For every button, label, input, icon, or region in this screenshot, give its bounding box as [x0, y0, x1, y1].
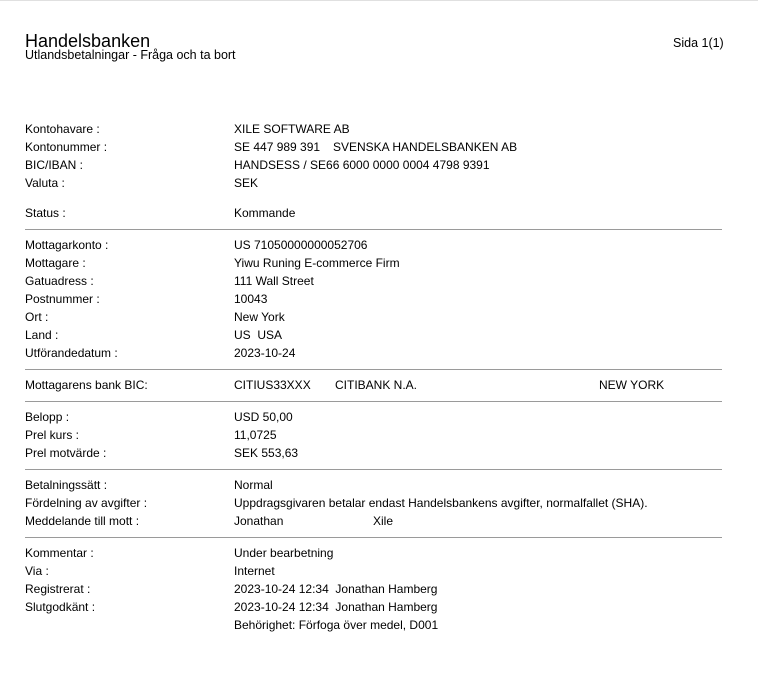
- account-section: [25, 120, 722, 192]
- execution-date-label: Utförandedatum :: [25, 346, 118, 360]
- recipient-section: [25, 236, 722, 362]
- account-owner-label: Kontohavare :: [25, 122, 100, 136]
- divider: [25, 401, 722, 402]
- payment-section: [25, 476, 722, 530]
- payment-method-label: Betalningssätt :: [25, 478, 108, 492]
- rate-value: 11,0725: [234, 428, 277, 442]
- payment-method-value: Normal: [234, 478, 273, 492]
- account-number-row: [25, 138, 722, 156]
- payment-method-row: [25, 476, 722, 494]
- approved-label: Slutgodkänt :: [25, 600, 96, 614]
- counter-value-row: [25, 444, 722, 462]
- recipient-street-value: 111 Wall Street: [234, 274, 314, 288]
- recipient-street-label: Gatuadress :: [25, 274, 94, 288]
- message-label: Meddelande till mott :: [25, 514, 140, 528]
- recipient-bank-label: Mottagarens bank BIC:: [25, 378, 148, 392]
- recipient-city-label: Ort :: [25, 310, 49, 324]
- recipient-street-row: [25, 272, 722, 290]
- currency-row: [25, 174, 722, 192]
- fee-distribution-row: [25, 494, 722, 512]
- registered-label: Registrerat :: [25, 582, 91, 596]
- recipient-zip-label: Postnummer :: [25, 292, 100, 306]
- recipient-zip-value: 10043: [234, 292, 268, 306]
- amount-label: Belopp :: [25, 410, 70, 424]
- recipient-city-value: New York: [234, 310, 285, 324]
- currency-label: Valuta :: [25, 176, 65, 190]
- fee-distribution-label: Fördelning av avgifter :: [25, 496, 148, 510]
- page-number: Sida 1(1): [673, 36, 724, 50]
- bank-name: Handelsbanken: [25, 31, 151, 51]
- divider: [25, 537, 722, 538]
- recipient-account-label: Mottagarkonto :: [25, 238, 109, 252]
- account-number-label: Kontonummer :: [25, 140, 108, 154]
- rate-label: Prel kurs :: [25, 428, 80, 442]
- bic-iban-label: BIC/IBAN :: [25, 158, 84, 172]
- amount-section: [25, 408, 722, 462]
- approved-value: 2023-10-24 12:34 Jonathan Hamberg: [234, 600, 438, 614]
- account-bank-value: SVENSKA HANDELSBANKEN AB: [333, 140, 518, 154]
- divider: [25, 229, 722, 230]
- amount-row: [25, 408, 722, 426]
- recipient-country-label: Land :: [25, 328, 59, 342]
- recipient-account-row: [25, 236, 722, 254]
- recipient-bank-section: [25, 376, 722, 394]
- recipient-country-row: [25, 326, 722, 344]
- status-row: [25, 204, 722, 222]
- document-title: Utlandsbetalningar - Fråga och ta bort: [25, 48, 236, 62]
- recipient-country-value: US USA: [234, 328, 283, 342]
- recipient-bank-bic: CITIUS33XXX: [234, 378, 311, 392]
- recipient-account-value: US 71050000000052706: [234, 238, 368, 252]
- counter-value-label: Prel motvärde :: [25, 446, 107, 460]
- currency-value: SEK: [234, 176, 259, 190]
- bic-iban-value: HANDSESS / SE66 6000 0000 0004 4798 9391: [234, 158, 490, 172]
- status-label: Status :: [25, 206, 66, 220]
- recipient-zip-row: [25, 290, 722, 308]
- divider: [25, 469, 722, 470]
- authority-row: [25, 616, 722, 634]
- recipient-name-value: Yiwu Runing E-commerce Firm: [234, 256, 400, 270]
- message-row: [25, 512, 722, 530]
- via-row: [25, 562, 722, 580]
- account-owner-row: [25, 120, 722, 138]
- recipient-bank-name: CITIBANK N.A.: [335, 378, 418, 392]
- execution-date-value: 2023-10-24: [234, 346, 296, 360]
- top-border: [0, 0, 758, 1]
- comment-label: Kommentar :: [25, 546, 94, 560]
- recipient-name-label: Mottagare :: [25, 256, 86, 270]
- approved-row: [25, 598, 722, 616]
- comment-row: [25, 544, 722, 562]
- bic-iban-row: [25, 156, 722, 174]
- account-number-value: SE 447 989 391: [234, 140, 321, 154]
- message-value-first: Jonathan: [234, 514, 284, 528]
- authority-value: Behörighet: Förfoga över medel, D001: [234, 618, 439, 632]
- status-value: Kommande: [234, 206, 296, 220]
- execution-date-row: [25, 344, 722, 362]
- account-owner-value: XILE SOFTWARE AB: [234, 122, 350, 136]
- recipient-name-row: [25, 254, 722, 272]
- meta-section: [25, 544, 722, 634]
- amount-value: USD 50,00: [234, 410, 293, 424]
- via-label: Via :: [25, 564, 49, 578]
- comment-value: Under bearbetning: [234, 546, 334, 560]
- registered-row: [25, 580, 722, 598]
- via-value: Internet: [234, 564, 275, 578]
- recipient-city-row: [25, 308, 722, 326]
- registered-value: 2023-10-24 12:34 Jonathan Hamberg: [234, 582, 438, 596]
- recipient-bank-row: [25, 376, 722, 394]
- divider: [25, 369, 722, 370]
- status-section: [25, 204, 722, 222]
- rate-row: [25, 426, 722, 444]
- fee-distribution-value: Uppdragsgivaren betalar endast Handelsbankens avgifter, normalfallet (SHA).: [234, 496, 648, 510]
- message-value-second: Xile: [373, 514, 394, 528]
- recipient-bank-city: NEW YORK: [599, 378, 665, 392]
- counter-value: SEK 553,63: [234, 446, 299, 460]
